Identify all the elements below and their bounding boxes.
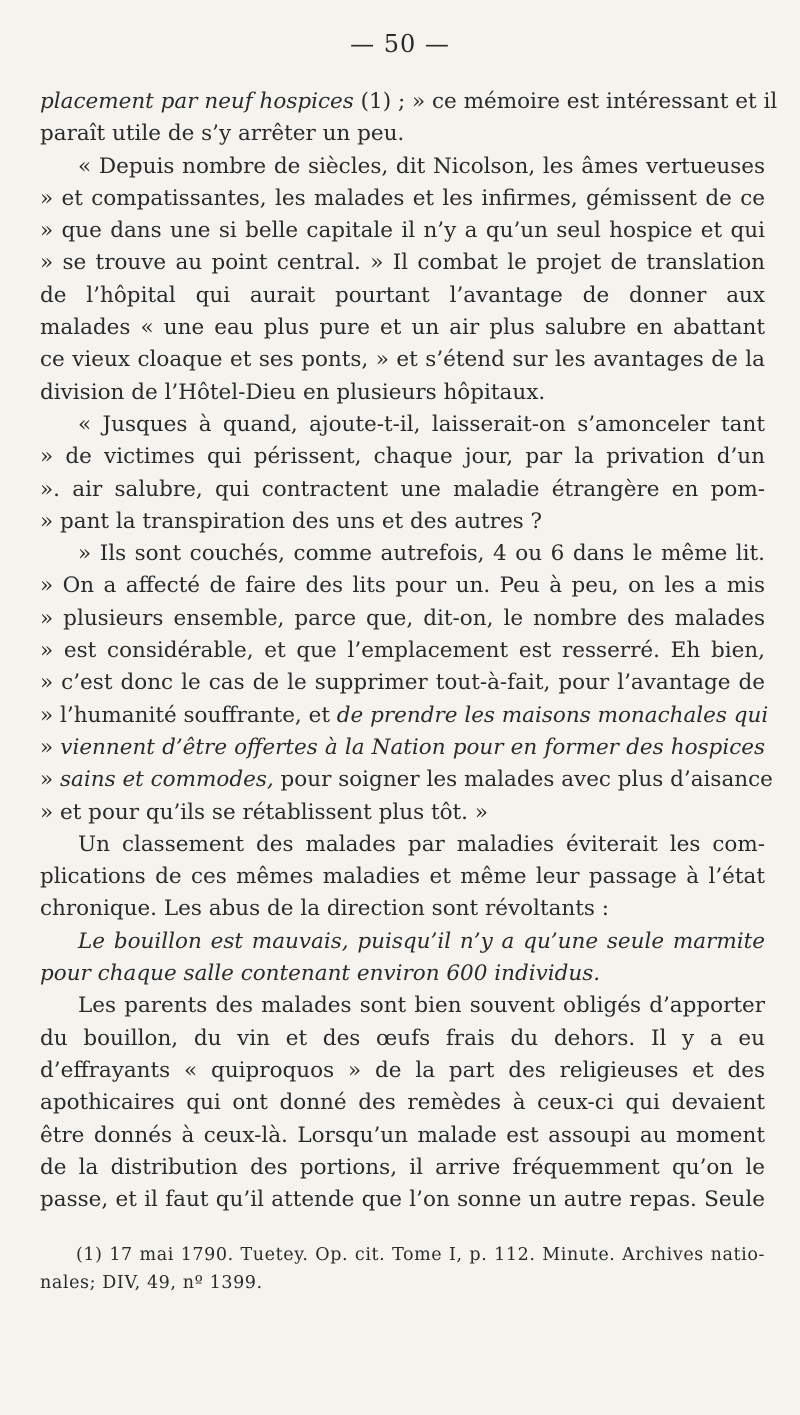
text-run: (1) ; » ce mémoire est intéressant et il (353, 89, 778, 114)
text-line (40, 958, 765, 990)
text-run: » (40, 767, 60, 793)
text-run: Les parents des malades sont bien souvent obligés d’apporter (78, 993, 765, 1019)
text-run: » se trouve au point central. » Il combat le projet de translation (40, 250, 765, 276)
text-line (40, 570, 765, 602)
text-line (40, 183, 765, 215)
text-run: » de victimes qui périssent, chaque jour, par la privation d’un (40, 444, 765, 470)
text-run: « Depuis nombre de siècles, dit Nicolson, les âmes vertueuses (78, 153, 765, 179)
italic-text: placement par neuf hospices (40, 89, 354, 114)
text-line (40, 1087, 765, 1119)
text-run: pour soigner les malades avec plus d’aisance (273, 767, 773, 793)
text-run: » que dans une si belle capitale il n’y a qu’un seul hospice et qui (40, 218, 765, 244)
text-run: » est considérable, et que l’emplacement est resserré. Eh bien, (40, 638, 765, 664)
text-run: » l’humanité souffrante, et (40, 702, 337, 728)
text-run: paraît utile de s’y arrêter un peu. (40, 121, 405, 147)
text-line (40, 538, 765, 570)
text-line (40, 118, 765, 150)
footnote-line: (1) 17 mai 1790. Tuetey. Op. cit. Tome I, p. 112. Minute. Archives natio- (76, 1245, 765, 1265)
text-line (40, 861, 765, 893)
text-run: d’effrayants « quiproquos » de la part des religieuses et des (40, 1057, 765, 1083)
text-line (40, 990, 765, 1022)
text-run: « Jusques à quand, ajoute-t-il, laisserait-on s’amonceler tant (78, 411, 765, 437)
text-run: » Ils sont couchés, comme autrefois, 4 ou 6 dans le même lit. (78, 541, 765, 567)
footnote-line: nales; DIV, 49, nº 1399. (40, 1273, 263, 1293)
text-line (40, 441, 765, 473)
text-line (40, 603, 765, 635)
text-line (40, 635, 765, 667)
text-line (40, 506, 765, 538)
text-line (40, 1023, 765, 1055)
text-line (40, 474, 765, 506)
page-number: — 50 — (350, 30, 450, 58)
text-line (40, 926, 765, 958)
body-text (40, 86, 778, 1216)
text-line (40, 700, 769, 732)
text-run: de l’hôpital qui aurait pourtant l’avantage de donner aux (40, 282, 765, 308)
text-run: malades « une eau plus pure et un air plus salubre en abattant (40, 315, 765, 341)
text-run: de la distribution des portions, il arrive fréquemment qu’on le (40, 1154, 765, 1180)
text-line (40, 732, 765, 764)
text-line (40, 764, 773, 796)
text-run: » et compatissantes, les malades et les infirmes, gémissent de ce (40, 185, 765, 211)
text-run: » c’est donc le cas de le supprimer tout-à-fait, pour l’avantage de (40, 670, 765, 696)
text-run: être donnés à ceux-là. Lorsqu’un malade est assoupi au moment (40, 1122, 765, 1148)
text-line (40, 797, 765, 829)
text-line (40, 1055, 765, 1087)
text-run: chronique. Les abus de la direction sont révoltants : (40, 896, 609, 922)
text-run: du bouillon, du vin et des œufs frais du dehors. Il y a eu (40, 1025, 765, 1051)
text-run: » On a affecté de faire des lits pour un. Peu à peu, on les a mis (40, 573, 765, 599)
italic-text: sains et commodes, (60, 767, 274, 793)
text-run: plications de ces mêmes maladies et même leur passage à l’état (40, 864, 765, 890)
text-line (40, 86, 778, 118)
text-run: passe, et il faut qu’il attende que l’on sonne un autre repas. Seule (40, 1187, 765, 1213)
text-run: » et pour qu’ils se rétablissent plus tôt. » (40, 799, 488, 825)
text-line (40, 667, 765, 699)
text-run: ce vieux cloaque et ses ponts, » et s’étend sur les avantages de la (40, 347, 765, 373)
text-line (40, 1152, 765, 1184)
text-run: » (40, 734, 61, 760)
text-run: » plusieurs ensemble, parce que, dit-on, le nombre des malades (40, 605, 765, 631)
text-line (40, 344, 765, 376)
text-line (40, 1184, 765, 1216)
text-run: ». air salubre, qui contractent une maladie étrangère en pom- (40, 476, 765, 502)
text-line (40, 1120, 765, 1152)
text-line (40, 893, 765, 925)
text-line (40, 247, 765, 279)
text-line (40, 151, 765, 183)
text-line (40, 377, 765, 409)
italic-text: Le bouillon est mauvais, puisqu’il n’y a qu’une seule marmite (78, 928, 765, 954)
italic-text: pour chaque salle contenant environ 600 individus. (40, 961, 601, 987)
italic-text: viennent d’être offertes à la Nation pour en former des hospices (60, 734, 765, 760)
text-run: » pant la transpiration des uns et des autres ? (40, 508, 543, 534)
text-line (40, 829, 765, 861)
italic-text: de prendre les maisons monachales qui (336, 702, 769, 728)
text-line (40, 215, 765, 247)
text-run: Un classement des malades par maladies éviterait les com- (78, 831, 765, 857)
text-run: division de l’Hôtel-Dieu en plusieurs hôpitaux. (40, 379, 546, 405)
text-line (40, 409, 765, 441)
footnotes (40, 1241, 765, 1297)
text-run: apothicaires qui ont donné des remèdes à ceux-ci qui devaient (40, 1090, 765, 1116)
text-line (40, 280, 765, 312)
text-line (40, 312, 765, 344)
